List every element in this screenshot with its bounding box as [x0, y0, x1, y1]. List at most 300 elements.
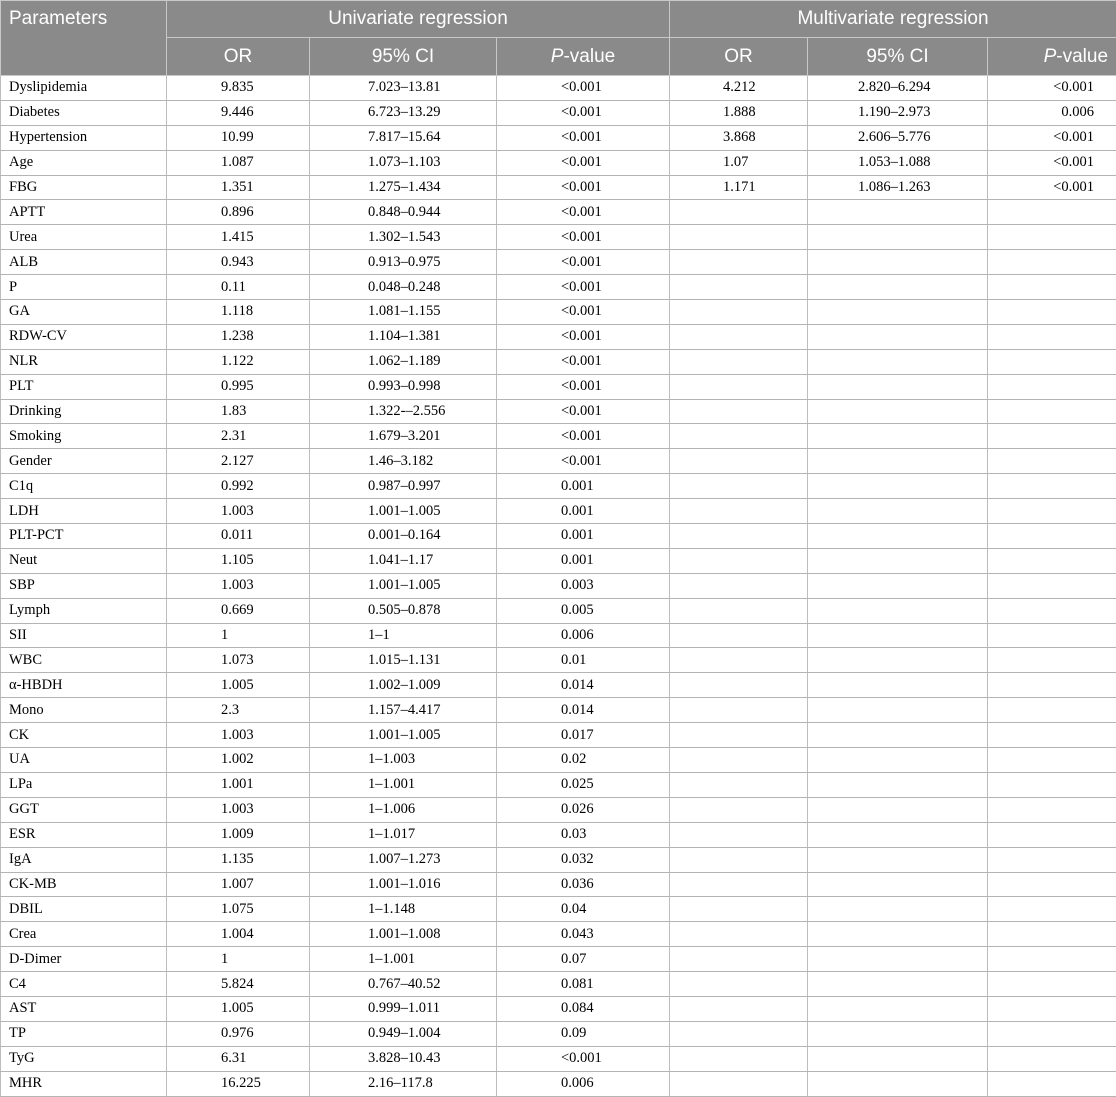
- uni-pvalue-cell: 0.001: [497, 474, 670, 499]
- multi-or-cell: 4.212: [670, 76, 808, 101]
- uni-or-cell: 1.238: [167, 324, 310, 349]
- multi-pvalue-cell: [988, 200, 1116, 225]
- table-row: [1, 300, 1116, 325]
- uni-ci-cell: 1.157–4.417: [310, 698, 497, 723]
- multi-or-cell: [670, 573, 808, 598]
- multi-or-cell: 1.888: [670, 100, 808, 125]
- table-row: [1, 424, 1116, 449]
- multi-or-cell: 3.868: [670, 125, 808, 150]
- param-cell: Mono: [1, 698, 167, 723]
- table-row: [1, 150, 1116, 175]
- uni-ci-cell: 2.16–117.8: [310, 1071, 497, 1096]
- multi-ci-cell: [808, 1021, 988, 1046]
- uni-ci-cell: 0.913–0.975: [310, 250, 497, 275]
- table-row: [1, 797, 1116, 822]
- uni-pvalue-cell: 0.081: [497, 972, 670, 997]
- uni-ci-cell: 1–1: [310, 623, 497, 648]
- multi-pvalue-cell: [988, 748, 1116, 773]
- multi-or-cell: [670, 474, 808, 499]
- uni-ci-cell: 0.505–0.878: [310, 598, 497, 623]
- param-cell: FBG: [1, 175, 167, 200]
- multi-pvalue-cell: [988, 847, 1116, 872]
- uni-pvalue-cell: <0.001: [497, 424, 670, 449]
- multi-ci-cell: [808, 947, 988, 972]
- uni-pvalue-cell: 0.001: [497, 524, 670, 549]
- multi-or-cell: [670, 424, 808, 449]
- uni-or-cell: 0.976: [167, 1021, 310, 1046]
- uni-ci-cell: 7.817–15.64: [310, 125, 497, 150]
- header-multi-pvalue: [988, 38, 1116, 76]
- multi-pvalue-cell: [988, 698, 1116, 723]
- table-row: [1, 822, 1116, 847]
- multi-pvalue-cell: [988, 250, 1116, 275]
- multi-pvalue-cell: [988, 474, 1116, 499]
- uni-pvalue-cell: <0.001: [497, 100, 670, 125]
- multi-pvalue-cell: [988, 972, 1116, 997]
- multi-or-cell: 1.171: [670, 175, 808, 200]
- multi-ci-cell: [808, 1071, 988, 1096]
- multi-ci-cell: [808, 200, 988, 225]
- param-cell: APTT: [1, 200, 167, 225]
- multi-or-cell: [670, 922, 808, 947]
- param-cell: DBIL: [1, 897, 167, 922]
- multi-pvalue-cell: [988, 225, 1116, 250]
- table-row: [1, 897, 1116, 922]
- multi-ci-cell: [808, 748, 988, 773]
- header-multi-or: OR: [670, 38, 808, 76]
- uni-ci-cell: 1.007–1.273: [310, 847, 497, 872]
- multi-or-cell: [670, 648, 808, 673]
- multi-ci-cell: [808, 374, 988, 399]
- multi-or-cell: [670, 723, 808, 748]
- multi-pvalue-cell: [988, 872, 1116, 897]
- multi-ci-cell: [808, 723, 988, 748]
- uni-pvalue-cell: 0.005: [497, 598, 670, 623]
- multi-or-cell: [670, 1021, 808, 1046]
- table-row: [1, 100, 1116, 125]
- table-body: [1, 76, 1116, 1097]
- multi-or-cell: [670, 374, 808, 399]
- uni-or-cell: 1.007: [167, 872, 310, 897]
- uni-or-cell: 0.992: [167, 474, 310, 499]
- uni-or-cell: 2.3: [167, 698, 310, 723]
- table-row: [1, 1021, 1116, 1046]
- header-parameters: Parameters: [1, 1, 167, 76]
- multi-pvalue-cell: <0.001: [988, 175, 1116, 200]
- uni-or-cell: 1.005: [167, 673, 310, 698]
- multi-ci-cell: [808, 324, 988, 349]
- param-cell: GA: [1, 300, 167, 325]
- multi-or-cell: [670, 872, 808, 897]
- table-row: [1, 175, 1116, 200]
- uni-ci-cell: 1–1.006: [310, 797, 497, 822]
- param-cell: ESR: [1, 822, 167, 847]
- uni-pvalue-cell: 0.036: [497, 872, 670, 897]
- uni-pvalue-cell: 0.014: [497, 698, 670, 723]
- multi-ci-cell: [808, 996, 988, 1021]
- multi-pvalue-cell: [988, 300, 1116, 325]
- multi-ci-cell: [808, 623, 988, 648]
- param-cell: Neut: [1, 548, 167, 573]
- multi-pvalue-cell: [988, 797, 1116, 822]
- multi-ci-cell: [808, 847, 988, 872]
- uni-pvalue-cell: 0.03: [497, 822, 670, 847]
- param-cell: PLT: [1, 374, 167, 399]
- uni-ci-cell: 1.041–1.17: [310, 548, 497, 573]
- uni-pvalue-cell: <0.001: [497, 1046, 670, 1071]
- table-row: [1, 1046, 1116, 1071]
- param-cell: Age: [1, 150, 167, 175]
- uni-or-cell: 1.005: [167, 996, 310, 1021]
- multi-ci-cell: [808, 449, 988, 474]
- multi-pvalue-cell: [988, 922, 1116, 947]
- uni-or-cell: 0.995: [167, 374, 310, 399]
- uni-or-cell: 1: [167, 623, 310, 648]
- uni-or-cell: 0.011: [167, 524, 310, 549]
- uni-or-cell: 2.127: [167, 449, 310, 474]
- multi-ci-cell: [808, 573, 988, 598]
- multi-ci-cell: [808, 698, 988, 723]
- multi-ci-cell: [808, 225, 988, 250]
- uni-pvalue-cell: <0.001: [497, 300, 670, 325]
- uni-pvalue-cell: 0.043: [497, 922, 670, 947]
- multi-or-cell: [670, 548, 808, 573]
- param-cell: Drinking: [1, 399, 167, 424]
- multi-pvalue-cell: [988, 548, 1116, 573]
- uni-ci-cell: 1.104–1.381: [310, 324, 497, 349]
- uni-pvalue-cell: <0.001: [497, 125, 670, 150]
- param-cell: CK-MB: [1, 872, 167, 897]
- uni-or-cell: 1.009: [167, 822, 310, 847]
- table-row: [1, 250, 1116, 275]
- uni-or-cell: 1.004: [167, 922, 310, 947]
- multi-or-cell: [670, 847, 808, 872]
- param-cell: Crea: [1, 922, 167, 947]
- uni-ci-cell: 1–1.001: [310, 772, 497, 797]
- multi-pvalue-cell: [988, 772, 1116, 797]
- uni-ci-cell: 0.993–0.998: [310, 374, 497, 399]
- multi-ci-cell: 1.053–1.088: [808, 150, 988, 175]
- multi-pvalue-cell: [988, 1071, 1116, 1096]
- multi-ci-cell: [808, 897, 988, 922]
- uni-or-cell: 1.003: [167, 499, 310, 524]
- table-header: [1, 1, 1116, 76]
- param-cell: NLR: [1, 349, 167, 374]
- table-row: [1, 374, 1116, 399]
- multi-pvalue-cell: [988, 399, 1116, 424]
- multi-or-cell: [670, 698, 808, 723]
- header-row-columns: [1, 38, 1116, 76]
- uni-or-cell: 9.446: [167, 100, 310, 125]
- param-cell: TyG: [1, 1046, 167, 1071]
- uni-pvalue-cell: 0.003: [497, 573, 670, 598]
- multi-pvalue-cell: [988, 623, 1116, 648]
- multi-pvalue-cell: [988, 996, 1116, 1021]
- uni-pvalue-cell: <0.001: [497, 175, 670, 200]
- header-multivariate: Multivariate regression: [670, 1, 1116, 38]
- multi-or-cell: [670, 797, 808, 822]
- table-row: [1, 972, 1116, 997]
- uni-ci-cell: 1.275–1.434: [310, 175, 497, 200]
- uni-pvalue-cell: <0.001: [497, 76, 670, 101]
- uni-ci-cell: 0.767–40.52: [310, 972, 497, 997]
- p-italic: P: [1044, 46, 1057, 67]
- table-row: [1, 673, 1116, 698]
- header-uni-pvalue: [497, 38, 670, 76]
- multi-or-cell: [670, 822, 808, 847]
- uni-or-cell: 1: [167, 947, 310, 972]
- table-row: [1, 723, 1116, 748]
- multi-ci-cell: [808, 872, 988, 897]
- table-row: [1, 499, 1116, 524]
- uni-ci-cell: 1.001–1.005: [310, 723, 497, 748]
- uni-pvalue-cell: <0.001: [497, 250, 670, 275]
- uni-ci-cell: 1.302–1.543: [310, 225, 497, 250]
- multi-ci-cell: [808, 474, 988, 499]
- multi-pvalue-cell: [988, 424, 1116, 449]
- multi-ci-cell: [808, 548, 988, 573]
- param-cell: UA: [1, 748, 167, 773]
- param-cell: GGT: [1, 797, 167, 822]
- param-cell: SII: [1, 623, 167, 648]
- multi-pvalue-cell: [988, 499, 1116, 524]
- uni-pvalue-cell: 0.006: [497, 1071, 670, 1096]
- uni-pvalue-cell: <0.001: [497, 200, 670, 225]
- table-row: [1, 872, 1116, 897]
- multi-ci-cell: 1.086–1.263: [808, 175, 988, 200]
- param-cell: Gender: [1, 449, 167, 474]
- param-cell: CK: [1, 723, 167, 748]
- uni-ci-cell: 7.023–13.81: [310, 76, 497, 101]
- multi-or-cell: [670, 275, 808, 300]
- multi-or-cell: [670, 772, 808, 797]
- uni-pvalue-cell: <0.001: [497, 324, 670, 349]
- multi-or-cell: [670, 300, 808, 325]
- uni-ci-cell: 1.073–1.103: [310, 150, 497, 175]
- table-row: [1, 573, 1116, 598]
- uni-pvalue-cell: <0.001: [497, 449, 670, 474]
- multi-or-cell: [670, 748, 808, 773]
- header-uni-ci: 95% CI: [310, 38, 497, 76]
- multi-or-cell: 1.07: [670, 150, 808, 175]
- uni-or-cell: 0.943: [167, 250, 310, 275]
- table-row: [1, 225, 1116, 250]
- uni-or-cell: 1.83: [167, 399, 310, 424]
- multi-pvalue-cell: [988, 275, 1116, 300]
- param-cell: AST: [1, 996, 167, 1021]
- multi-ci-cell: 2.820–6.294: [808, 76, 988, 101]
- multi-or-cell: [670, 349, 808, 374]
- uni-pvalue-cell: <0.001: [497, 225, 670, 250]
- table-row: [1, 922, 1116, 947]
- uni-or-cell: 5.824: [167, 972, 310, 997]
- multi-pvalue-cell: [988, 673, 1116, 698]
- multi-pvalue-cell: [988, 1046, 1116, 1071]
- param-cell: MHR: [1, 1071, 167, 1096]
- uni-or-cell: 1.118: [167, 300, 310, 325]
- table-row: [1, 349, 1116, 374]
- multi-pvalue-cell: [988, 947, 1116, 972]
- multi-ci-cell: [808, 673, 988, 698]
- table-row: [1, 474, 1116, 499]
- multi-pvalue-cell: [988, 598, 1116, 623]
- uni-pvalue-cell: 0.09: [497, 1021, 670, 1046]
- uni-ci-cell: 1–1.148: [310, 897, 497, 922]
- table-row: [1, 548, 1116, 573]
- multi-pvalue-cell: <0.001: [988, 150, 1116, 175]
- multi-ci-cell: [808, 797, 988, 822]
- uni-pvalue-cell: <0.001: [497, 349, 670, 374]
- param-cell: PLT-PCT: [1, 524, 167, 549]
- multi-or-cell: [670, 972, 808, 997]
- multi-pvalue-cell: [988, 449, 1116, 474]
- table-row: [1, 1071, 1116, 1096]
- uni-pvalue-cell: <0.001: [497, 150, 670, 175]
- uni-ci-cell: 1.001–1.005: [310, 573, 497, 598]
- uni-pvalue-cell: 0.084: [497, 996, 670, 1021]
- uni-ci-cell: 1.001–1.008: [310, 922, 497, 947]
- table-row: [1, 847, 1116, 872]
- multi-ci-cell: [808, 399, 988, 424]
- multi-or-cell: [670, 947, 808, 972]
- param-cell: LPa: [1, 772, 167, 797]
- multi-pvalue-cell: [988, 897, 1116, 922]
- multi-or-cell: [670, 524, 808, 549]
- uni-ci-cell: 0.001–0.164: [310, 524, 497, 549]
- uni-or-cell: 2.31: [167, 424, 310, 449]
- uni-pvalue-cell: 0.02: [497, 748, 670, 773]
- param-cell: SBP: [1, 573, 167, 598]
- multi-or-cell: [670, 399, 808, 424]
- uni-or-cell: 1.351: [167, 175, 310, 200]
- uni-or-cell: 1.001: [167, 772, 310, 797]
- uni-ci-cell: 0.848–0.944: [310, 200, 497, 225]
- table-row: [1, 698, 1116, 723]
- param-cell: C4: [1, 972, 167, 997]
- multi-ci-cell: [808, 972, 988, 997]
- uni-pvalue-cell: 0.04: [497, 897, 670, 922]
- uni-ci-cell: 1–1.003: [310, 748, 497, 773]
- multi-pvalue-cell: <0.001: [988, 76, 1116, 101]
- multi-pvalue-cell: <0.001: [988, 125, 1116, 150]
- param-cell: α-HBDH: [1, 673, 167, 698]
- param-cell: ALB: [1, 250, 167, 275]
- uni-or-cell: 1.415: [167, 225, 310, 250]
- uni-pvalue-cell: 0.001: [497, 548, 670, 573]
- table-row: [1, 399, 1116, 424]
- uni-ci-cell: 0.999–1.011: [310, 996, 497, 1021]
- table-row: [1, 275, 1116, 300]
- multi-ci-cell: [808, 275, 988, 300]
- uni-ci-cell: 3.828–10.43: [310, 1046, 497, 1071]
- p-suffix: -value: [563, 46, 615, 67]
- multi-or-cell: [670, 673, 808, 698]
- multi-ci-cell: [808, 648, 988, 673]
- multi-or-cell: [670, 996, 808, 1021]
- uni-ci-cell: 6.723–13.29: [310, 100, 497, 125]
- uni-or-cell: 1.135: [167, 847, 310, 872]
- table-row: [1, 76, 1116, 101]
- multi-pvalue-cell: [988, 822, 1116, 847]
- p-suffix: -value: [1056, 46, 1108, 67]
- param-cell: WBC: [1, 648, 167, 673]
- multi-pvalue-cell: [988, 573, 1116, 598]
- uni-ci-cell: 1.322-–2.556: [310, 399, 497, 424]
- multi-or-cell: [670, 225, 808, 250]
- uni-or-cell: 16.225: [167, 1071, 310, 1096]
- table-row: [1, 324, 1116, 349]
- uni-ci-cell: 1.001–1.016: [310, 872, 497, 897]
- p-italic: P: [551, 46, 564, 67]
- multi-or-cell: [670, 324, 808, 349]
- multi-or-cell: [670, 200, 808, 225]
- multi-ci-cell: 2.606–5.776: [808, 125, 988, 150]
- uni-ci-cell: 1–1.017: [310, 822, 497, 847]
- table-row: [1, 648, 1116, 673]
- table-row: [1, 200, 1116, 225]
- uni-or-cell: 1.087: [167, 150, 310, 175]
- uni-pvalue-cell: 0.032: [497, 847, 670, 872]
- uni-or-cell: 1.002: [167, 748, 310, 773]
- param-cell: Dyslipidemia: [1, 76, 167, 101]
- uni-pvalue-cell: 0.006: [497, 623, 670, 648]
- header-multi-ci: 95% CI: [808, 38, 988, 76]
- uni-pvalue-cell: 0.07: [497, 947, 670, 972]
- uni-or-cell: 1.003: [167, 723, 310, 748]
- multi-or-cell: [670, 897, 808, 922]
- param-cell: D-Dimer: [1, 947, 167, 972]
- multi-pvalue-cell: [988, 1021, 1116, 1046]
- multi-ci-cell: [808, 1046, 988, 1071]
- param-cell: RDW-CV: [1, 324, 167, 349]
- multi-pvalue-cell: [988, 349, 1116, 374]
- param-cell: LDH: [1, 499, 167, 524]
- uni-or-cell: 1.073: [167, 648, 310, 673]
- uni-pvalue-cell: 0.026: [497, 797, 670, 822]
- table-row: [1, 996, 1116, 1021]
- uni-pvalue-cell: 0.001: [497, 499, 670, 524]
- multi-ci-cell: [808, 598, 988, 623]
- uni-pvalue-cell: 0.025: [497, 772, 670, 797]
- uni-or-cell: 1.105: [167, 548, 310, 573]
- uni-ci-cell: 1.081–1.155: [310, 300, 497, 325]
- uni-pvalue-cell: 0.01: [497, 648, 670, 673]
- multi-or-cell: [670, 598, 808, 623]
- uni-ci-cell: 1–1.001: [310, 947, 497, 972]
- header-row-groups: [1, 1, 1116, 38]
- uni-or-cell: 1.003: [167, 797, 310, 822]
- multi-pvalue-cell: 0.006: [988, 100, 1116, 125]
- multi-ci-cell: [808, 922, 988, 947]
- multi-ci-cell: [808, 250, 988, 275]
- param-cell: Lymph: [1, 598, 167, 623]
- table-row: [1, 125, 1116, 150]
- uni-or-cell: 0.669: [167, 598, 310, 623]
- param-cell: P: [1, 275, 167, 300]
- uni-or-cell: 1.075: [167, 897, 310, 922]
- param-cell: IgA: [1, 847, 167, 872]
- uni-pvalue-cell: <0.001: [497, 399, 670, 424]
- param-cell: Urea: [1, 225, 167, 250]
- param-cell: C1q: [1, 474, 167, 499]
- multi-ci-cell: [808, 424, 988, 449]
- multi-or-cell: [670, 499, 808, 524]
- uni-pvalue-cell: 0.014: [497, 673, 670, 698]
- multi-pvalue-cell: [988, 723, 1116, 748]
- multi-or-cell: [670, 1071, 808, 1096]
- param-cell: Smoking: [1, 424, 167, 449]
- multi-pvalue-cell: [988, 648, 1116, 673]
